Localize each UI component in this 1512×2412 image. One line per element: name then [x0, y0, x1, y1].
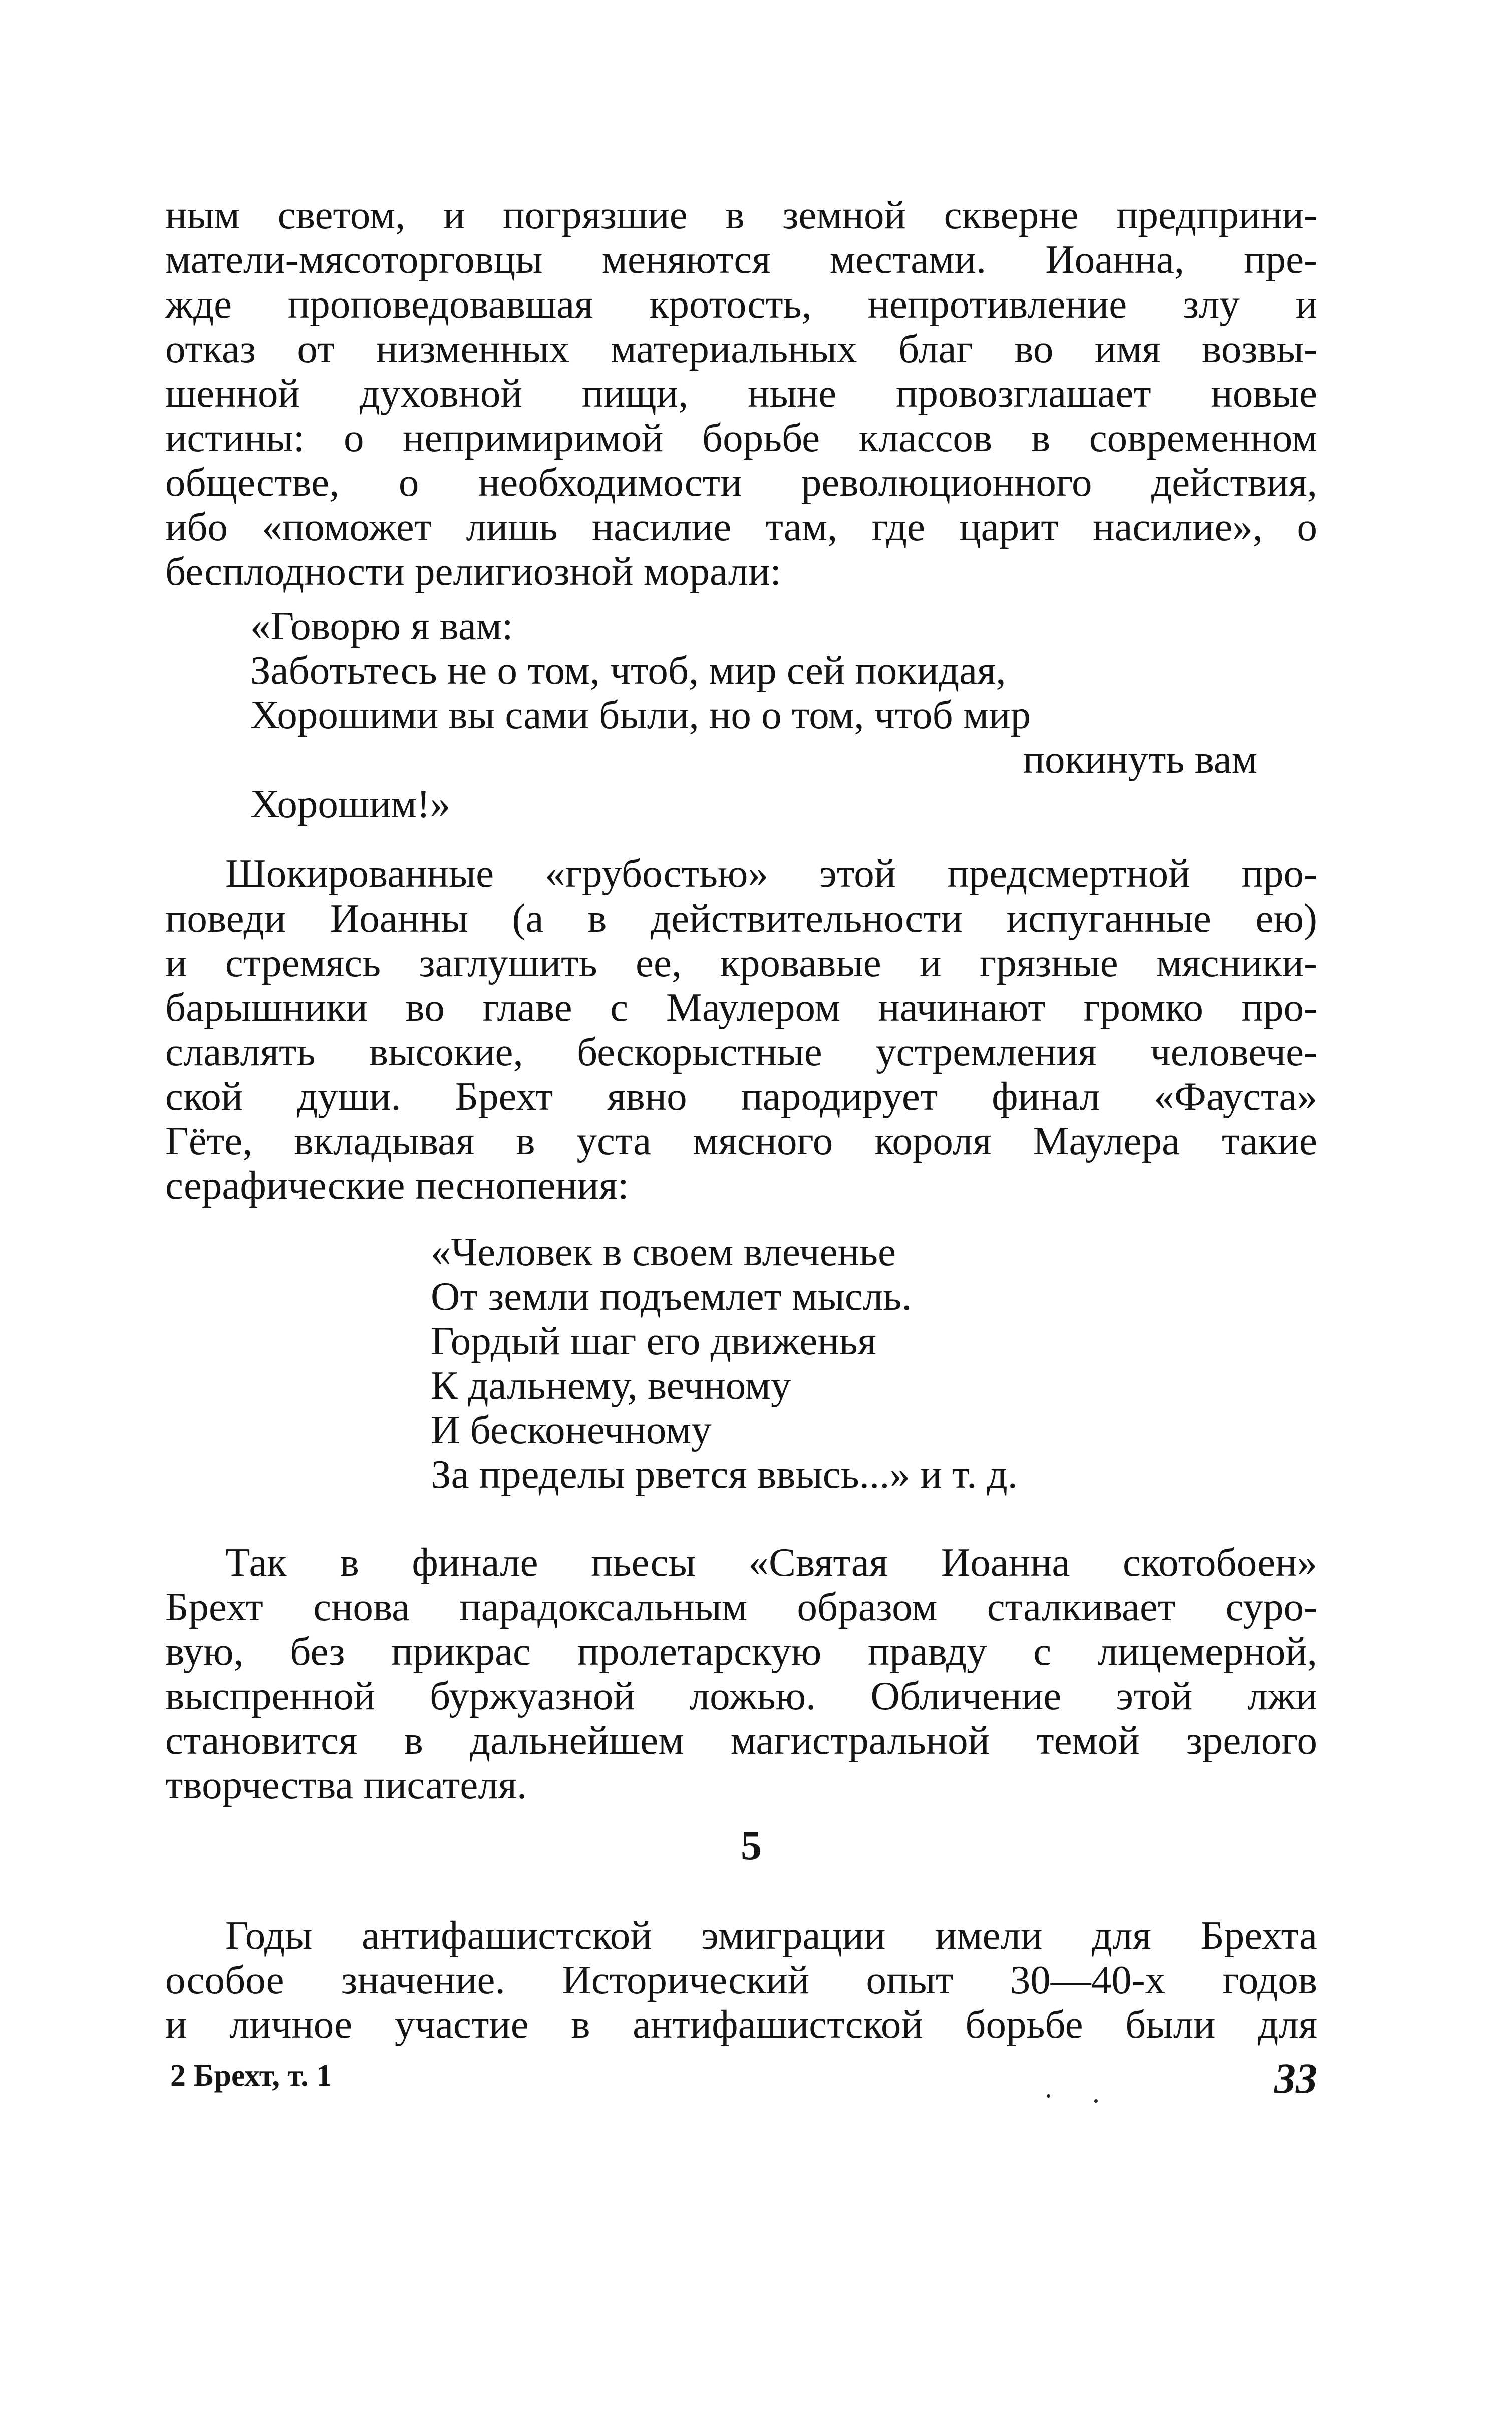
paragraph-3	[165, 1540, 1317, 1807]
text-line: жде проповедовавшая кротость, непротивление злу и	[165, 281, 1317, 327]
text-line: истины: о непримиримой борьбе классов в современном	[165, 415, 1317, 460]
text-line: славлять высокие, бескорыстные устремления человече-	[165, 1029, 1317, 1074]
verse-quote-1	[250, 604, 1257, 826]
verse-line: Гордый шаг его движенья	[431, 1318, 876, 1363]
text-line: барышники во главе с Маулером начинают громко про-	[165, 985, 1317, 1030]
verse-line: От земли подъемлет мысль.	[431, 1274, 912, 1319]
verse-line: покинуть вам	[1023, 737, 1257, 782]
verse-line: «Человек в своем влеченье	[431, 1229, 896, 1274]
text-line: обществе, о необходимости революционного действия,	[165, 460, 1317, 505]
text-line: ской души. Брехт явно пародирует финал «Фауста»	[165, 1074, 1317, 1119]
text-line: Гёте, вкладывая в уста мясного короля Маулера такие	[165, 1118, 1317, 1163]
text-line: и личное участие в антифашистской борьбе были для	[165, 2002, 1317, 2047]
print-speck	[1047, 2094, 1050, 2098]
text-line: выспренной буржуазной ложью. Обличение этой лжи	[165, 1673, 1317, 1718]
verse-line: Хорошими вы сами были, но о том, чтоб мир	[250, 692, 1031, 737]
text-line: ибо «поможет лишь насилие там, где царит насилие», о	[165, 504, 1317, 549]
text-line: Шокированные «грубостью» этой предсмертной про-	[225, 851, 1317, 896]
verse-line: Хорошим!»	[250, 781, 451, 826]
paragraph-2	[165, 851, 1317, 1208]
text-line: и стремясь заглушить ее, кровавые и грязные мясники-	[165, 940, 1317, 985]
verse-line: И бесконечному	[431, 1407, 712, 1452]
text-line: поведи Иоанны (а в действительности испуганные ею)	[165, 895, 1317, 941]
text-line: серафические песнопения:	[165, 1163, 629, 1208]
text-line: матели-мясоторговцы меняются местами. Иоанна, пре-	[165, 237, 1317, 282]
section-number: 5	[741, 1822, 762, 1869]
text-line: Годы антифашистской эмиграции имели для Брехта	[225, 1913, 1317, 1958]
print-specks	[1047, 2093, 1107, 2103]
text-line: особое значение. Исторический опыт 30—40-х годов	[165, 1957, 1317, 2002]
print-speck	[1094, 2099, 1098, 2103]
text-line: творчества писателя.	[165, 1762, 527, 1807]
text-line: Так в финале пьесы «Святая Иоанна скотобоен»	[225, 1540, 1317, 1585]
text-line: становится в дальнейшем магистральной темой зрелого	[165, 1718, 1317, 1763]
paragraph-4	[165, 1913, 1317, 2047]
verse-line: «Говорю я вам:	[250, 603, 513, 648]
text-line: вую, без прикрас пролетарскую правду с лицемерной,	[165, 1629, 1317, 1674]
paragraph-1	[165, 193, 1317, 594]
text-line: шенной духовной пищи, ныне провозглашает новые	[165, 371, 1317, 416]
page-footer	[165, 2053, 1317, 2103]
printer-signature: 2 Брехт, т. 1	[170, 2059, 332, 2093]
text-line: бесплодности религиозной морали:	[165, 549, 781, 594]
verse-line: Заботьтесь не о том, чтоб, мир сей покидая,	[250, 648, 1006, 693]
verse-line: За пределы рвется ввысь...» и т. д.	[431, 1452, 1018, 1497]
verse-line: К дальнему, вечному	[431, 1363, 791, 1408]
page-number: 33	[1274, 2054, 1317, 2102]
text-line: ным светом, и погрязшие в земной скверне предприни-	[165, 192, 1317, 237]
verse-quote-2	[431, 1230, 1282, 1497]
text-line: отказ от низменных материальных благ во имя возвы-	[165, 326, 1317, 371]
text-line: Брехт снова парадоксальным образом сталкивает суро-	[165, 1584, 1317, 1629]
